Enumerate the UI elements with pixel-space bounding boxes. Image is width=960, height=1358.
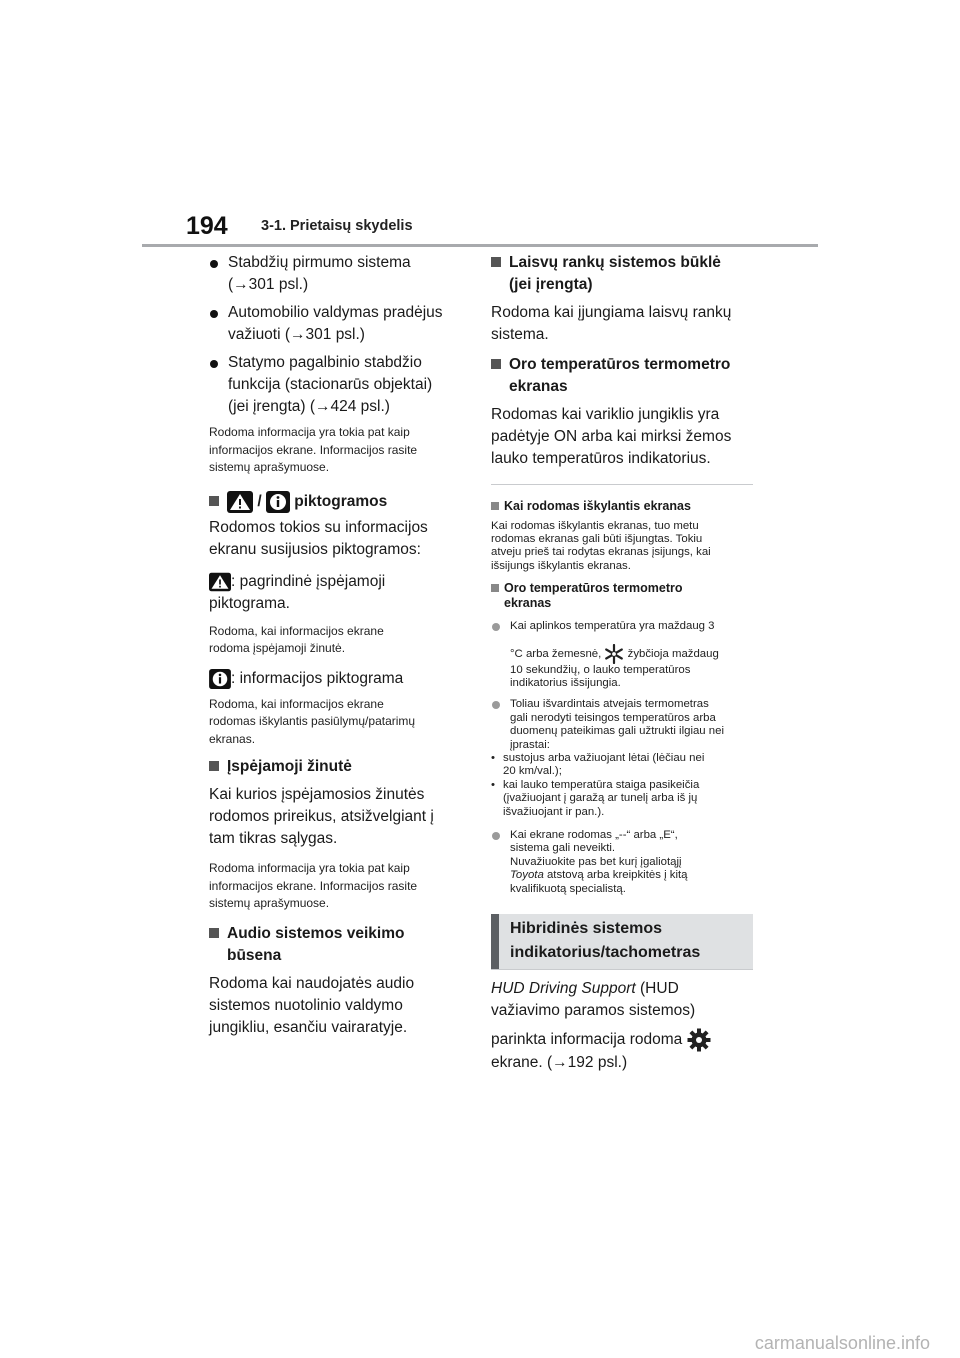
bullet-icon [210,260,218,268]
hybrid-section-title-box: Hibridinės sistemos indikatorius/tachometras [491,914,753,969]
warning-icon-line: : pagrindinė įspėjamoji [209,571,467,593]
popup-heading: Kai rodomas iškylantis ekranas [491,499,753,514]
warning-message-heading: Įspėjamoji žinutė [209,756,467,778]
page-number: 194 [186,212,228,240]
list-item: Toliau išvardintais atvejais termometras gali nerodyti teisingos temperatūros arba duomenų pateikimas gali užtrukti ilgiau nei įprastai: [491,698,753,752]
list-item: Kai ekrane rodomas „--“ arba „E“, sistema gali neveikti. Nuvažiuokite pas bet kurį įgaliotąjį Toyota atstovą arba kreipkitės į kitą kvalifikuotą specialistą. [491,829,753,896]
list-item: Statymo pagalbinio stabdžio funkcija (stacionarūs objektai) (jei įrengta) (→424 psl.) [209,352,467,418]
square-bullet-icon [491,359,501,369]
section-title: 3-1. Prietaisų skydelis [261,218,413,234]
warning-triangle-icon [209,572,231,592]
hud-line: HUD Driving Support (HUD [491,980,679,998]
info-icon [209,669,231,689]
audio-heading: Audio sistemos veikimo būsena [209,923,467,967]
gear-icon [687,1028,711,1052]
dash-item: • sustojus arba važiuojant lėtai (lėčiau nei 20 km/val.); [491,751,705,778]
page-header [186,212,818,248]
bullet-icon [492,701,500,709]
thermometer-sub-heading: Oro temperatūros termometro ekranas [491,581,753,610]
square-bullet-icon [491,257,501,267]
pikto-heading: / piktogramos [209,491,467,513]
list-item: Stabdžių pirmumo sistema (→301 psl.) [209,252,467,296]
info-icon-line: : informacijos piktograma [209,668,467,690]
square-bullet-icon [209,761,219,771]
list-item-continued: °C arba žemesnė, žybčioja maždaug 10 sekundžių, o lauko temperatūros indikatorius išsijungia. [491,644,753,691]
dash-item: • kai lauko temperatūra staiga pasikeičia (įvažiuojant į garažą ar tunelį arba iš jų išvažiuojant ir pan.). [491,778,700,818]
hands-free-heading: Laisvų rankų sistemos būklė (jei įrengta) [491,252,753,296]
bullet-icon [492,623,500,631]
left-column: Stabdžių pirmumo sistema (→301 psl.) Automobilio valdymas pradėjus važiuoti (→301 psl.) Statymo pagalbinio stabdžio funkcija (stacionarūs objektai) (jei įrengta) (→424 psl.) Rodoma informacija yra tokia pat kaip informacijos ekrane. Informacijos rasite sistemų aprašymuose. / piktogramos Rodomos tokios su informacijos ekranu susijusios piktogramos: : pagrindinė įspėjamoji piktograma. Rodoma, kai informacijos ekrane rodoma įspėjamoji žinutė. : informacijos piktograma Rodoma, kai informacijos ekrane rodomas iškylantis pasiūlymų/patarimų ekranas. Įspėjamoji žinutė Kai kurios įspėjamosios žinutės rodomos prireikus, atsižvelgiant į tam tikras sąlygas. Rodoma informacija yra tokia pat kaip informacijos ekrane. Informacijos rasite sistemų aprašymuose. Audio sistemos veikimo būsena Rodoma kai naudojatės audio sistemos nuotolinio valdymo jungikliu, esančiu vairaratyje. [209,252,467,1039]
watermark: carmanualsonline.info [754,1333,930,1353]
thermometer-heading: Oro temperatūros termometro ekranas [491,354,753,398]
header-rule [142,244,818,247]
square-bullet-icon [209,928,219,938]
bullet-icon [492,832,500,840]
list-item: Kai aplinkos temperatūra yra maždaug 3 [491,620,753,633]
bullet-icon [210,310,218,318]
note: Rodoma informacija yra tokia pat kaip informacijos ekrane. Informacijos rasite sistemų aprašymuose. [209,425,418,474]
square-bullet-icon [491,502,499,510]
square-bullet-icon [209,496,219,506]
warning-triangle-icon [227,491,253,513]
snowflake-icon [604,644,624,664]
right-column: Laisvų rankų sistemos būklė (jei įrengta) Rodoma kai įjungiama laisvų rankų sistema. Oro temperatūros termometro ekranas Rodomas kai variklio jungiklis yra padėtyje ON arba kai mirksi žemos lauko temperatūros indikatorius. Kai rodomas iškylantis ekranas Kai rodomas iškylantis ekranas, tuo metu rodomas ekranas gali būti išjungtas. Tokiu atveju prieš tai rodytas ekranas įsijungs, kai išsijungs iškylantis ekranas. Oro temperatūros termometro ekranas Kai aplinkos temperatūra yra maždaug 3 °C arba žemesnė, žybčioja maždaug 10 sekundžių, o lauko temperatūros indikatorius išsijungia. Toliau išvardintais atvejais termometras gali nerodyti teisingos temperatūros arba duomenų pateikimas gali užtrukti ilgiau nei įprastai: • sustojus arba važiuojant lėtai (lėčiau nei 20 km/val.); • kai lauko temperatūra staiga pasikeičia (įvažiuojant į garažą ar tunelį arba iš jų išvažiuojant ir pan.). Kai ekrane rodomas „--“ arba „E“, sistema gali neveikti. Nuvažiuokite pas bet kurį įgaliotąjį Toyota atstovą arba kreipkitės į kitą kvalifikuotą specialistą. Hibridinės sistemos indikatorius/tachometras HUD Driving Support (HUD važiavimo paramos sistemos) parinkta informacija rodoma ekrane. (→192 psl.) [491,252,753,1074]
square-bullet-icon [491,584,499,592]
bullet-icon [210,360,218,368]
list-item: Automobilio valdymas pradėjus važiuoti (→301 psl.) [209,302,467,346]
info-icon [266,491,290,513]
